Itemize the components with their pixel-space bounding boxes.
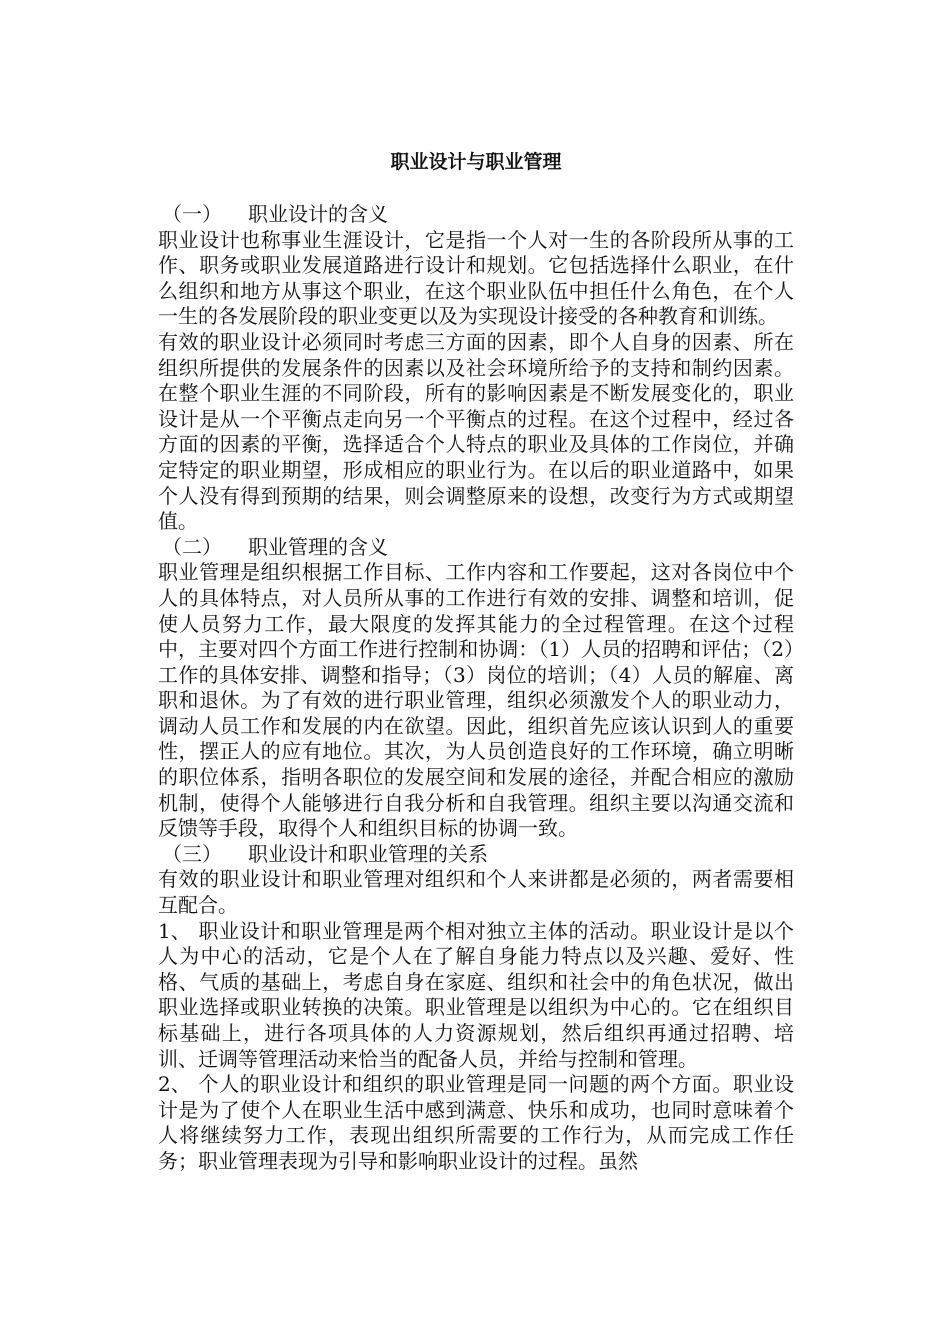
section-number: （一） bbox=[162, 202, 222, 226]
list-item-number: 2、 bbox=[158, 1072, 191, 1097]
list-item bbox=[158, 1072, 794, 1174]
paragraph: 职业设计也称事业生涯设计，它是指一个人对一生的各阶段所从事的工作、职务或职业发展道路进行设计和规划。它包括选择什么职业，在什么组织和地方从事这个职业，在这个职业队伍中担任什么角色，在个人一生的各发展阶段的职业变更以及为实现设计接受的各种教育和训练。 bbox=[158, 227, 794, 329]
section-heading bbox=[158, 202, 794, 228]
paragraph: 有效的职业设计和职业管理对组织和个人来讲都是必须的，两者需要相互配合。 bbox=[158, 867, 794, 918]
section-title: 职业设计和职业管理的关系 bbox=[248, 841, 488, 866]
paragraph: 职业管理是组织根据工作目标、工作内容和工作要起，这对各岗位中个人的具体特点，对人员所从事的工作进行有效的安排、调整和培训，促使人员努力工作，最大限度的发挥其能力的全过程管理。在这个过程中，主要对四个方面工作进行控制和协调：（1）人员的招聘和评估；（2）工作的具体安排、调整和指导；（3）岗位的培训；（4）人员的解雇、离职和退休。为了有效的进行职业管理，组织必须激发个人的职业动力，调动人员工作和发展的内在欲望。因此，组织首先应该认识到人的重要性，摆正人的应有地位。其次，为人员创造良好的工作环境，确立明晰的职位体系，指明各职位的发展空间和发展的途径，并配合相应的激励机制，使得个人能够进行自我分析和自我管理。组织主要以沟通交流和反馈等手段，取得个人和组织目标的协调一致。 bbox=[158, 560, 794, 841]
document-page bbox=[158, 150, 794, 1175]
section-heading bbox=[158, 535, 794, 561]
section-title: 职业管理的含义 bbox=[248, 534, 388, 559]
list-item bbox=[158, 919, 794, 1073]
section-number: （三） bbox=[162, 841, 222, 866]
list-item-text: 个人的职业设计和组织的职业管理是同一问题的两个方面。职业设计是为了使个人在职业生活中感到满意、快乐和成功，也同时意味着个人将继续努力工作，表现出组织所需要的工作行为，从而完成工作任务；职业管理表现为引导和影响职业设计的过程。虽然 bbox=[158, 1072, 794, 1173]
paragraph: 有效的职业设计必须同时考虑三方面的因素，即个人自身的因素、所在组织所提供的发展条件的因素以及社会环境所给予的支持和制约因素。在整个职业生涯的不同阶段，所有的影响因素是不断发展变化的，职业设计是从一个平衡点走向另一个平衡点的过程。在这个过程中，经过各方面的因素的平衡，选择适合个人特点的职业及具体的工作岗位，并确定特定的职业期望，形成相应的职业行为。在以后的职业道路中，如果个人没有得到预期的结果，则会调整原来的设想，改变行为方式或期望值。 bbox=[158, 329, 794, 534]
list-item-text: 职业设计和职业管理是两个相对独立主体的活动。职业设计是以个人为中心的活动，它是个人在了解自身能力特点以及兴趣、爱好、性格、气质的基础上，考虑自身在家庭、组织和社会中的角色状况，做出职业选择或职业转换的决策。职业管理是以组织为中心的。它在组织目标基础上，进行各项具体的人力资源规划，然后组织再通过招聘、培训、迁调等管理活动来恰当的配备人员，并给与控制和管理。 bbox=[158, 918, 794, 1071]
document-title: 职业设计与职业管理 bbox=[390, 151, 562, 173]
section-heading bbox=[158, 842, 794, 868]
section-number: （二） bbox=[162, 534, 222, 559]
section-title: 职业设计的含义 bbox=[248, 202, 388, 226]
list-item-number: 1、 bbox=[158, 918, 191, 943]
